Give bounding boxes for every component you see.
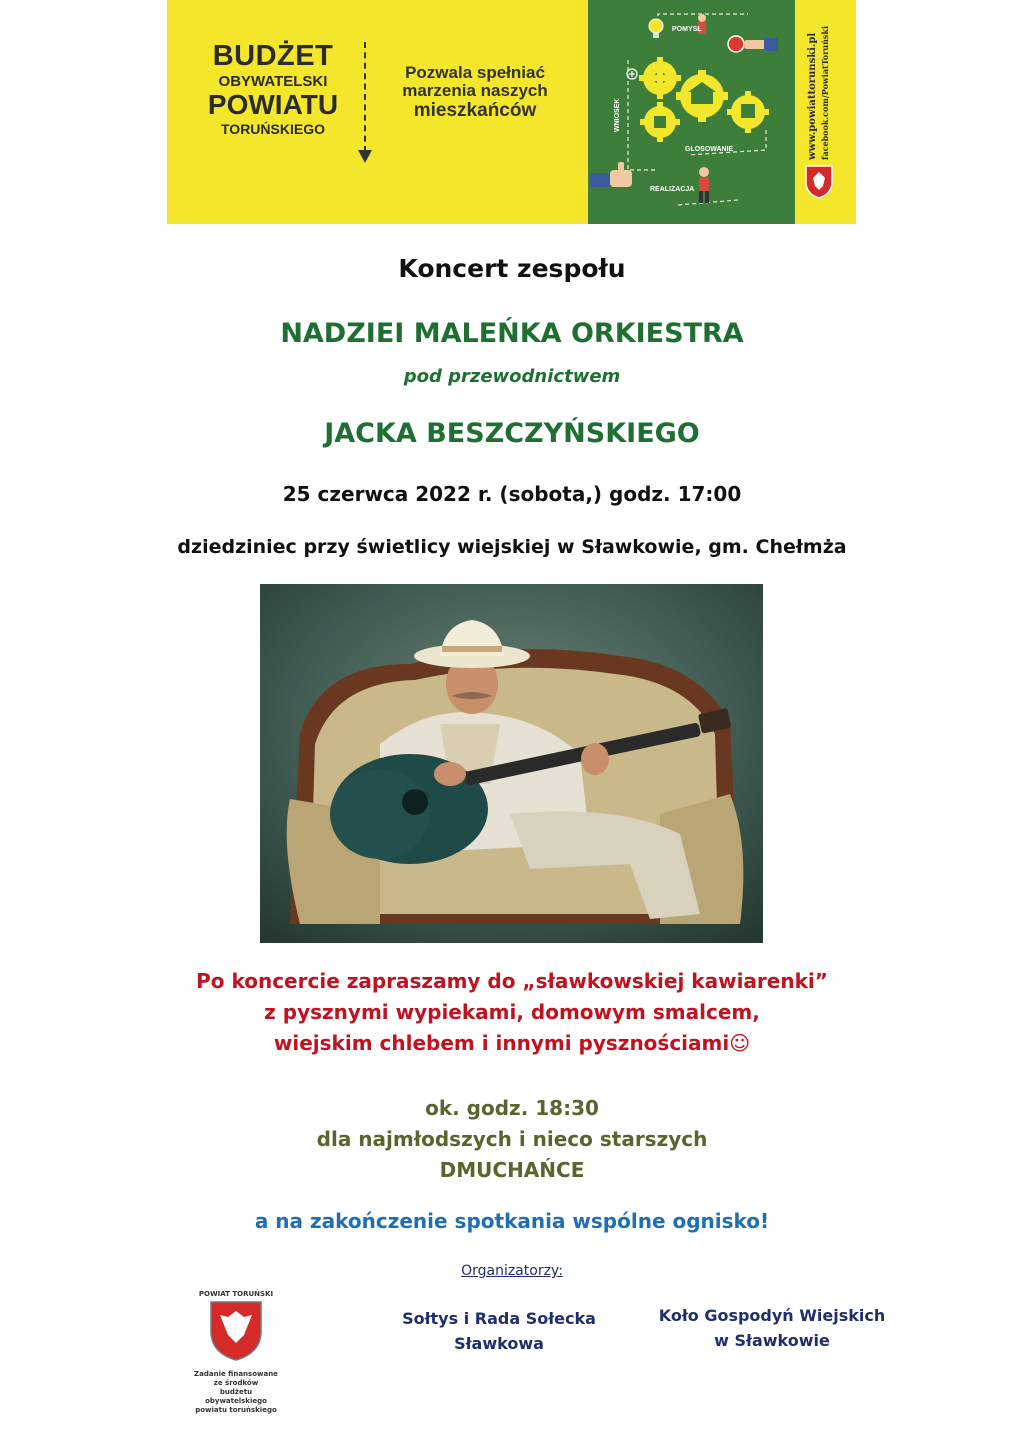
funding-line: ze środków [213,1379,259,1387]
closing-bonfire: a na zakończenie spotkania wspólne ognisko! [254,1209,770,1233]
organizer-line: Sławkowa [454,1334,544,1353]
county-coat-of-arms-icon [208,1299,264,1363]
gear-icon [639,57,681,99]
organizer-line: Sołtys i Rada Sołecka [402,1309,596,1328]
dashed-divider [364,42,366,152]
funding-note [190,1370,282,1415]
budget-logo-text [203,42,343,136]
banner-process-graphic [588,0,795,224]
cafe-line: z pysznymi wypiekami, domowym smalcem, [264,1000,760,1024]
facebook-link: facebook.com/PowiatToruński [820,25,830,160]
kids-audience: dla najmłodszych i nieco starszych [316,1127,708,1151]
cafe-line: wiejskim chlebem i innymi pysznościami☺ [273,1031,751,1055]
funding-line: budżetu obywatelskiego [205,1388,267,1405]
led-by-subtitle: pod przewodnictwem [403,366,621,387]
cafe-line: Po koncercie zapraszamy do „sławkowskiej kawiarenki” [196,969,828,993]
kids-time: ok. godz. 18:30 [425,1096,599,1120]
slogan-line: Pozwala spełniać [405,63,545,82]
label-wniosek: WNIOSEK [614,98,621,132]
organizers-title: Organizatorzy: [461,1263,563,1279]
kids-bouncy-castles: DMUCHAŃCE [439,1158,585,1182]
county-crest-block [190,1290,282,1415]
worker-figure-icon [699,167,709,203]
organizer-village-council [399,1306,599,1356]
concert-heading: Koncert zespołu [398,254,626,283]
label-glosowanie: GŁOSOWANIE [685,146,734,153]
arrow-down-icon [358,150,372,163]
label-pomysl: POMYSŁ [672,26,702,33]
budget-banner [167,0,856,224]
organizer-line: w Sławkowie [714,1331,830,1350]
gear-icon [676,70,728,122]
gear-icon [727,91,769,133]
budget-word: BUDŻET [212,40,334,72]
hand-pressing-button-icon [728,36,778,52]
thumbs-up-icon [590,162,632,187]
organizer-housewives-club [652,1303,892,1353]
contact-text [807,26,830,160]
lightbulb-icon [649,19,663,38]
funding-line: powiatu toruńskiego [195,1406,277,1414]
organizer-line: Koło Gospodyń Wiejskich [658,1306,886,1325]
banner-yellow-panel [167,0,588,224]
gear-icon [640,102,680,142]
slogan-line: marzenia naszych [402,81,548,101]
band-name: NADZIEI MALEŃKA ORKIESTRA [280,318,744,349]
label-realizacja: REALIZACJA [650,186,695,193]
crest-caption: POWIAT TORUŃSKI [198,1290,274,1298]
banner-slogan [385,64,565,121]
leader-name: JACKA BESZCZYŃSKIEGO [324,418,700,449]
funding-line: Zadanie finansowane [194,1370,278,1378]
event-date: 25 czerwca 2022 r. (sobota,) godz. 17:00 [282,482,742,506]
musician-photo [260,584,763,943]
event-place: dziedziniec przy świetlicy wiejskiej w Sławkowie, gm. Chełmża [177,536,847,558]
county-word: POWIATU [207,89,339,120]
website-link: www.powiattorunski.pl [807,32,818,160]
kids-attraction [0,1093,1024,1186]
county-crest-icon [804,164,834,200]
torun-word: TORUŃSKIEGO [221,121,325,137]
citizen-word: OBYWATELSKI [218,73,328,90]
cafe-invitation [0,966,1024,1059]
slogan-line: mieszkańców [413,99,537,121]
